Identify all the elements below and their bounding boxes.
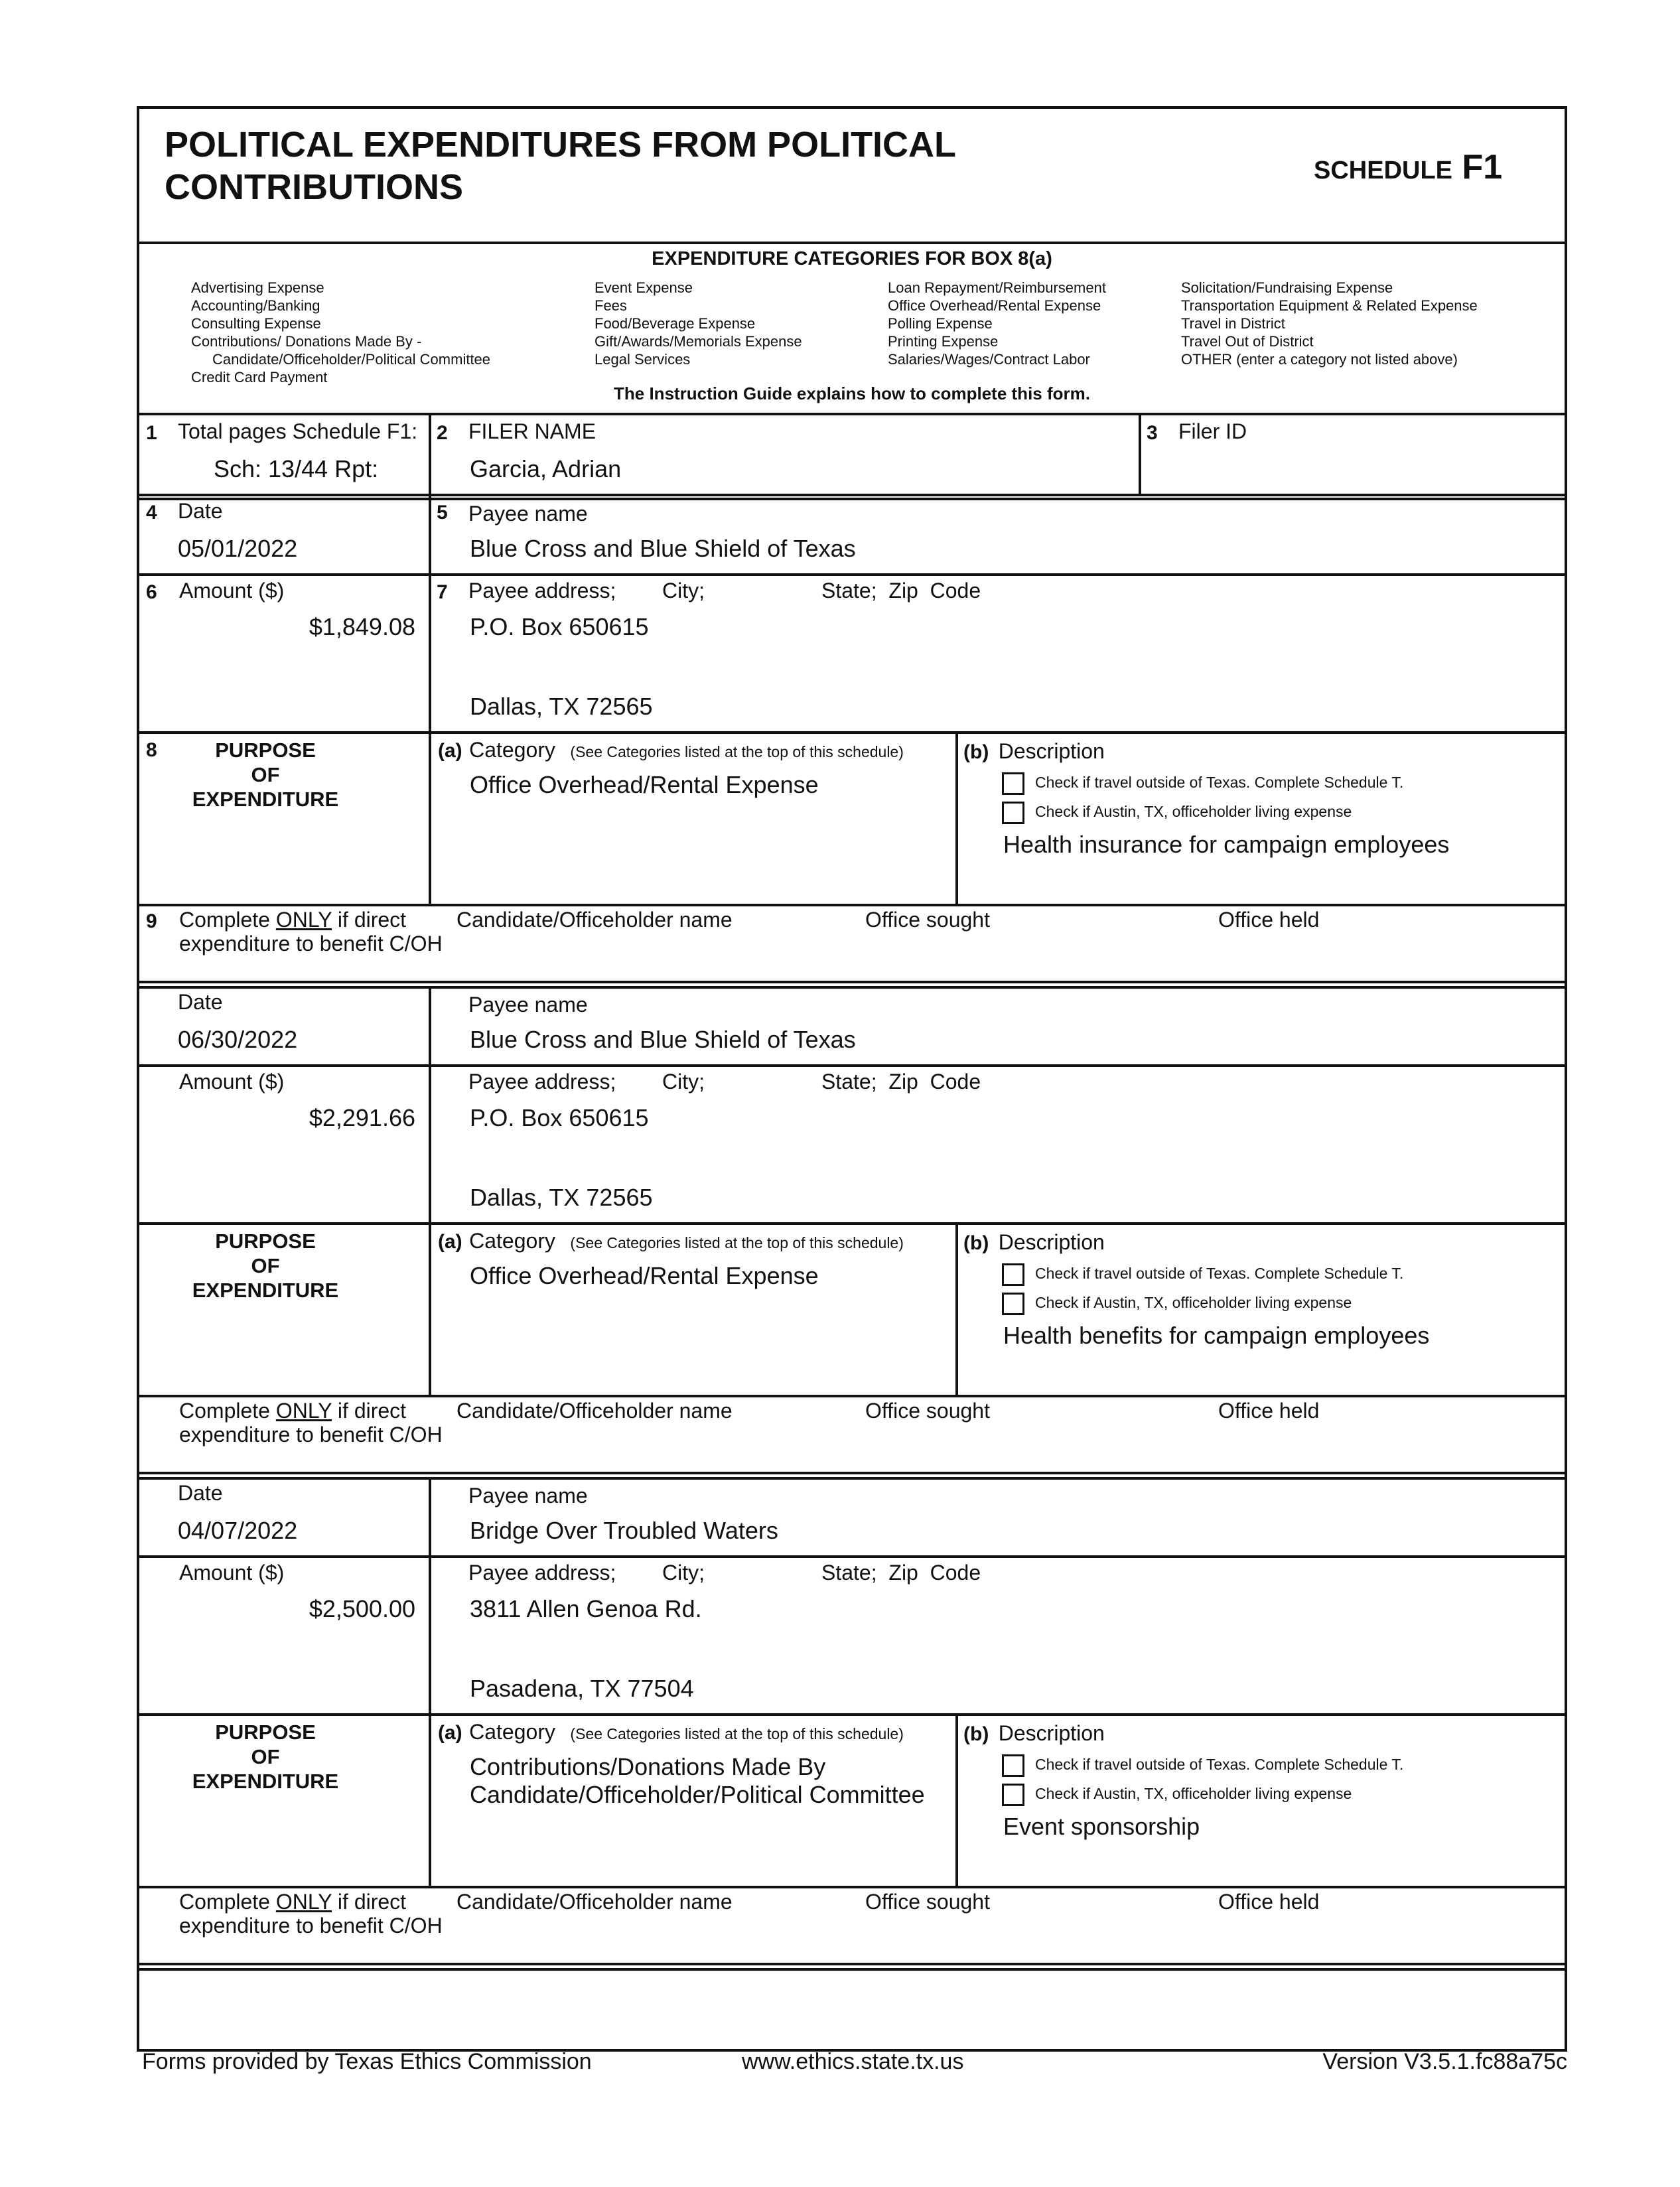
entry1-purpose-l3: EXPENDITURE [192, 788, 339, 811]
entry2-travel-label: Check if travel outside of Texas. Complete Schedule T. [1035, 1265, 1404, 1282]
category-credit-card: Credit Card Payment [191, 369, 328, 386]
schedule-label [1314, 147, 1502, 187]
entry1-line-b [137, 731, 1567, 734]
entry1-description-label [963, 739, 1105, 764]
entry3-payee: Bridge Over Troubled Waters [470, 1517, 778, 1544]
entry3-description-word: Description [998, 1721, 1105, 1745]
entry2-complete-pre: Complete [179, 1399, 276, 1423]
entry2-a-marker: (a) [438, 1231, 462, 1253]
entry2-city-label: City; [662, 1070, 705, 1094]
entry3-travel-checkbox[interactable] [1002, 1754, 1024, 1777]
category-contributions-cont: Candidate/Officeholder/Political Committee [212, 351, 491, 368]
filer-bottom [137, 494, 1567, 496]
entry2-description-label [963, 1230, 1105, 1255]
entry3-complete-pre: Complete [179, 1890, 276, 1914]
entry3-description-label [963, 1721, 1105, 1746]
entry2-address1: P.O. Box 650615 [470, 1104, 649, 1131]
schedule-code: F1 [1462, 148, 1503, 186]
field-num-4: 4 [146, 502, 157, 524]
entry3-purpose-l2: OF [251, 1745, 280, 1768]
entry2-travel-checkbox[interactable] [1002, 1263, 1024, 1286]
category-travel-in: Travel in District [1181, 315, 1285, 332]
entry1-complete-pre: Complete [179, 908, 276, 932]
category-printing: Printing Expense [888, 333, 999, 350]
entry2-address-label: Payee address; [468, 1070, 616, 1094]
field-num-7: 7 [437, 581, 448, 603]
category-polling: Polling Expense [888, 315, 993, 332]
entry2-category-l1: Office Overhead/Rental Expense [470, 1262, 819, 1289]
entry3-complete-only: ONLY [275, 1890, 332, 1914]
entry1-address-label: Payee address; [468, 579, 616, 602]
categories-col2 [595, 279, 802, 368]
categories-divider [137, 413, 1567, 415]
entry3-a-marker: (a) [438, 1722, 462, 1744]
category-loan: Loan Repayment/Reimbursement [888, 279, 1106, 296]
entry2-complete-only: ONLY [275, 1399, 332, 1423]
entry3-amount: $2,500.00 [309, 1595, 415, 1622]
entry1-complete-l2: expenditure to benefit C/OH [179, 932, 443, 955]
entry2-description-word: Description [998, 1230, 1105, 1254]
entry2-complete-post: if direct [332, 1399, 407, 1423]
entry3-left-col [429, 1477, 431, 1886]
entry1-office-held-label: Office held [1218, 908, 1320, 932]
footer-right: Version V3.5.1.fc88a75c [1322, 2049, 1567, 2074]
entry3-purpose-l3: EXPENDITURE [192, 1770, 339, 1793]
entry1-line-a [137, 573, 1567, 576]
entry1-austin-label: Check if Austin, TX, officeholder living expense [1035, 803, 1352, 820]
entry1-top [137, 498, 1567, 500]
entry1-travel-checkbox[interactable] [1002, 772, 1024, 795]
field-num-6: 6 [146, 581, 157, 603]
entry3-date: 04/07/2022 [178, 1517, 298, 1544]
entry1-purpose-l1: PURPOSE [215, 739, 316, 762]
category-contributions: Contributions/ Donations Made By - [191, 333, 422, 350]
entry1-line-c [137, 904, 1567, 906]
entry1-complete-only: ONLY [275, 908, 332, 932]
total-pages-value: Sch: 13/44 Rpt: [214, 455, 379, 482]
entry3-category [470, 1753, 925, 1809]
entry1-address1: P.O. Box 650615 [470, 613, 649, 640]
category-food: Food/Beverage Expense [595, 315, 756, 332]
total-pages-label: Total pages Schedule F1: [178, 419, 418, 443]
entry2-left-col [429, 986, 431, 1395]
entry3-complete-note [179, 1890, 443, 1938]
entry2-top [137, 986, 1567, 989]
category-accounting: Accounting/Banking [191, 297, 320, 314]
entry3-category-word: Category [469, 1720, 555, 1744]
entry3-office-sought-label: Office sought [865, 1890, 990, 1914]
entry2-date-label: Date [178, 990, 223, 1014]
entry1-bottom [137, 981, 1567, 983]
field-num-1: 1 [146, 422, 157, 444]
schedule-word: SCHEDULE [1314, 157, 1453, 184]
entry1-amount-label: Amount ($) [179, 579, 285, 602]
entry2-purpose-l3: EXPENDITURE [192, 1279, 339, 1302]
categories-col4 [1181, 279, 1478, 368]
entry2-office-held-label: Office held [1218, 1399, 1320, 1423]
category-travel-out: Travel Out of District [1181, 333, 1314, 350]
entry2-category-word: Category [469, 1229, 555, 1253]
entry3-austin-checkbox[interactable] [1002, 1784, 1024, 1806]
entry1-payee-label: Payee name [468, 502, 588, 526]
entry3-line-b [137, 1713, 1567, 1716]
categories-col1 [191, 279, 490, 386]
category-solicitation: Solicitation/Fundraising Expense [1181, 279, 1393, 296]
footer-left: Forms provided by Texas Ethics Commission [142, 2049, 592, 2074]
entry2-payee: Blue Cross and Blue Shield of Texas [470, 1026, 856, 1053]
entry2-complete-l2: expenditure to benefit C/OH [179, 1423, 443, 1446]
form-title-line1: POLITICAL EXPENDITURES FROM POLITICAL [165, 125, 957, 165]
category-consulting: Consulting Expense [191, 315, 321, 332]
entry3-payee-label: Payee name [468, 1484, 588, 1508]
entry2-category-note: (See Categories listed at the top of this schedule) [570, 1234, 904, 1251]
entry1-complete-post: if direct [332, 908, 407, 932]
category-event: Event Expense [595, 279, 693, 296]
entry2-category-label [438, 1229, 904, 1253]
field-num-9: 9 [146, 910, 157, 932]
entry3-purpose-l1: PURPOSE [215, 1721, 316, 1744]
form-title-line2: CONTRIBUTIONS [165, 167, 463, 207]
entry3-austin-label: Check if Austin, TX, officeholder living expense [1035, 1785, 1352, 1802]
entry2-purpose-divider [955, 1222, 958, 1395]
entry1-date-label: Date [178, 499, 223, 523]
entry1-date: 05/01/2022 [178, 535, 298, 562]
entry1-address2: Dallas, TX 72565 [470, 693, 653, 720]
entry1-category-word: Category [469, 738, 555, 762]
category-legal: Legal Services [595, 351, 691, 368]
entry2-office-sought-label: Office sought [865, 1399, 990, 1423]
entry1-category [470, 771, 819, 799]
entry2-purpose-l2: OF [251, 1254, 280, 1277]
entry2-line-c [137, 1395, 1567, 1397]
title-divider [137, 242, 1567, 244]
entry1-cand-name-label: Candidate/Officeholder name [456, 908, 733, 932]
entry1-payee: Blue Cross and Blue Shield of Texas [470, 535, 856, 562]
entry2-address2: Dallas, TX 72565 [470, 1184, 653, 1211]
category-office-overhead: Office Overhead/Rental Expense [888, 297, 1101, 314]
entry1-category-label [438, 738, 904, 762]
entry3-top [137, 1477, 1567, 1480]
entry2-date: 06/30/2022 [178, 1026, 298, 1053]
categories-col3 [888, 279, 1106, 368]
entry1-category-l1: Office Overhead/Rental Expense [470, 771, 819, 798]
entry2-category [470, 1262, 819, 1290]
entry2-payee-label: Payee name [468, 993, 588, 1017]
entry3-description: Event sponsorship [1003, 1813, 1200, 1840]
entry2-amount: $2,291.66 [309, 1104, 415, 1131]
entry3-line-c [137, 1886, 1567, 1888]
entry1-purpose-l2: OF [251, 763, 280, 786]
entry1-description-word: Description [998, 739, 1105, 763]
entry3-address-label: Payee address; [468, 1561, 616, 1585]
entry2-cand-name-label: Candidate/Officeholder name [456, 1399, 733, 1423]
entry1-purpose-label [153, 738, 378, 811]
entry1-austin-checkbox[interactable] [1002, 802, 1024, 824]
filer-divider-2 [1139, 413, 1141, 495]
entry3-date-label: Date [178, 1481, 223, 1505]
entry3-address1: 3811 Allen Genoa Rd. [470, 1595, 702, 1622]
entry3-office-held-label: Office held [1218, 1890, 1320, 1914]
entry3-category-l1: Contributions/Donations Made By [470, 1753, 826, 1780]
filer-divider-1 [429, 413, 431, 495]
entry1-complete-note [179, 908, 443, 955]
entry1-b-marker: (b) [963, 741, 989, 763]
entry2-austin-checkbox[interactable] [1002, 1293, 1024, 1315]
entry3-address2: Pasadena, TX 77504 [470, 1675, 694, 1702]
entry2-bottom [137, 1472, 1567, 1474]
entry1-city-label: City; [662, 579, 705, 602]
entry3-complete-post: if direct [332, 1890, 407, 1914]
category-fees: Fees [595, 297, 627, 314]
instruction-note: The Instruction Guide explains how to complete this form. [614, 384, 1090, 403]
entry1-category-note: (See Categories listed at the top of this schedule) [570, 743, 904, 760]
entry3-category-l2: Candidate/Officeholder/Political Committee [470, 1781, 925, 1808]
entry2-line-a [137, 1064, 1567, 1067]
categories-heading: EXPENDITURE CATEGORIES FOR BOX 8(a) [652, 248, 1052, 269]
filer-name-label: FILER NAME [468, 419, 596, 443]
entry2-complete-note [179, 1399, 443, 1446]
entry1-a-marker: (a) [438, 740, 462, 762]
trailing-box-top [137, 1968, 1567, 1971]
entry2-b-marker: (b) [963, 1232, 989, 1254]
entry3-purpose-label [153, 1720, 378, 1794]
footer-center: www.ethics.state.tx.us [742, 2049, 964, 2074]
field-num-5: 5 [437, 502, 448, 524]
category-salaries: Salaries/Wages/Contract Labor [888, 351, 1090, 368]
entry1-office-sought-label: Office sought [865, 908, 990, 932]
category-transportation: Transportation Equipment & Related Expense [1181, 297, 1478, 314]
entry3-line-a [137, 1555, 1567, 1558]
field-num-3: 3 [1147, 422, 1158, 444]
entry2-statezip-label: State; Zip Code [821, 1070, 981, 1094]
entry3-cand-name-label: Candidate/Officeholder name [456, 1890, 733, 1914]
entry2-purpose-label [153, 1229, 378, 1303]
form-title [165, 123, 956, 208]
entry2-amount-label: Amount ($) [179, 1070, 285, 1094]
field-num-8: 8 [146, 739, 157, 761]
entry3-travel-label: Check if travel outside of Texas. Complete Schedule T. [1035, 1756, 1404, 1773]
entry1-left-col [429, 494, 431, 904]
entry1-travel-label: Check if travel outside of Texas. Complete Schedule T. [1035, 774, 1404, 791]
filer-name-value: Garcia, Adrian [470, 455, 622, 482]
entry3-complete-l2: expenditure to benefit C/OH [179, 1914, 443, 1938]
filer-id-label: Filer ID [1178, 419, 1247, 443]
entry3-category-label [438, 1720, 904, 1744]
field-num-2: 2 [437, 422, 448, 444]
entry1-purpose-divider [955, 731, 958, 904]
entry3-bottom [137, 1963, 1567, 1965]
entry2-austin-label: Check if Austin, TX, officeholder living expense [1035, 1294, 1352, 1311]
category-advertising: Advertising Expense [191, 279, 324, 296]
entry1-description: Health insurance for campaign employees [1003, 831, 1450, 858]
entry3-category-note: (See Categories listed at the top of this schedule) [570, 1725, 904, 1742]
entry3-statezip-label: State; Zip Code [821, 1561, 981, 1585]
category-gift: Gift/Awards/Memorials Expense [595, 333, 802, 350]
entry3-b-marker: (b) [963, 1723, 989, 1745]
entry2-line-b [137, 1222, 1567, 1225]
entry3-purpose-divider [955, 1713, 958, 1886]
entry2-description: Health benefits for campaign employees [1003, 1322, 1430, 1349]
entry3-city-label: City; [662, 1561, 705, 1585]
category-other: OTHER (enter a category not listed above) [1181, 351, 1458, 368]
entry1-amount: $1,849.08 [309, 613, 415, 640]
entry2-purpose-l1: PURPOSE [215, 1230, 316, 1253]
entry3-amount-label: Amount ($) [179, 1561, 285, 1585]
entry1-statezip-label: State; Zip Code [821, 579, 981, 602]
